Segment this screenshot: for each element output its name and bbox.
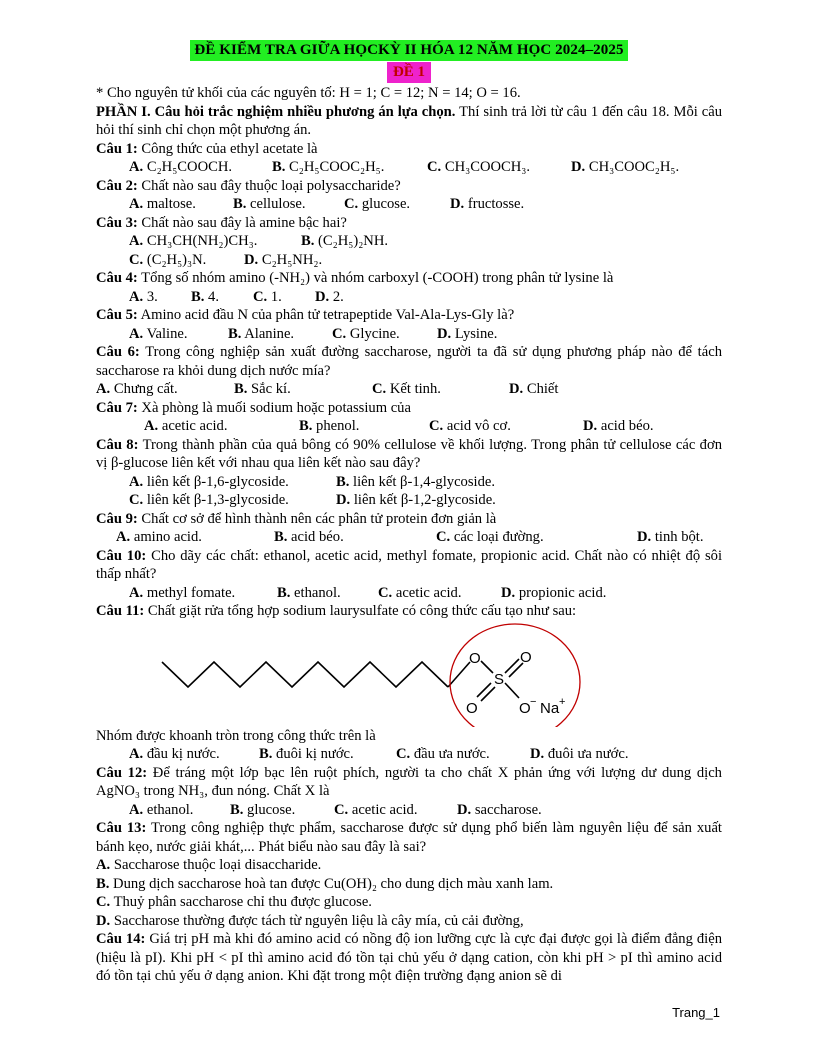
q13-option-d[interactable]: D. Saccharose thường được tách từ nguyên liệu là cây mía, củ cải đường,: [96, 912, 524, 929]
question-6: [96, 343, 722, 380]
question-label: Câu 7:: [96, 399, 138, 416]
question-3: [96, 214, 722, 233]
q3-options-row-2: [96, 251, 722, 270]
q11-option-c[interactable]: C. đầu ưa nước.: [396, 746, 490, 762]
question-text: Cho dãy các chất: ethanol, acetic acid, methyl fomate, propionic acid. Chất nào có nhiệt độ sôi thấp nhất?: [96, 547, 722, 582]
q3-option-d[interactable]: D. C₂H₅NH₂.: [244, 251, 323, 268]
charge-minus: −: [530, 695, 537, 708]
q9-option-c[interactable]: C. các loại đường.: [436, 529, 544, 545]
question-text: Chất nào sau đây là amine bậc hai?: [137, 214, 347, 231]
q1-options: [96, 158, 722, 177]
q4-option-c[interactable]: C. 1.: [253, 288, 282, 305]
q7-option-b[interactable]: B. phenol.: [299, 418, 360, 434]
section-1-instruction: Thí sinh trả lời từ câu 1 đến câu 18. Mỗi câu hỏi thí sinh chỉ chọn một phương án.: [96, 103, 722, 138]
q7-option-a[interactable]: A. acetic acid.: [144, 418, 228, 434]
question-label: Câu 14:: [96, 931, 146, 947]
q6-option-c[interactable]: C. Kết tinh.: [372, 381, 441, 397]
atom-na: Na: [540, 699, 560, 717]
q13-option-b[interactable]: B. Dung dịch saccharose hoà tan được Cu(OH)₂ cho dung dịch màu xanh lam.: [96, 875, 554, 892]
q10-options: [96, 584, 722, 603]
q8-options-row-1: [96, 473, 722, 492]
question-text: Trong thành phần của quả bông có 90% cellulose về khối lượng. Trong phân tử cellulose các đơn vị β-glucose liên kết với nhau qua liên kết nào sau đây?: [96, 436, 722, 471]
sodium-lauryl-sulfate-structure: [96, 621, 722, 727]
question-4: [96, 269, 722, 288]
question-text: Chất nào sau đây thuộc loại polysaccharide?: [137, 177, 401, 194]
q9-option-d[interactable]: D. tinh bột.: [637, 529, 704, 545]
q3-option-c[interactable]: C. (C₂H₅)₃N.: [129, 251, 207, 268]
atom-s: S: [494, 670, 505, 688]
question-label: Câu 4:: [96, 270, 138, 286]
question-10: [96, 547, 722, 584]
question-2: [96, 177, 722, 196]
q8-option-b[interactable]: B. liên kết β-1,4-glycoside.: [336, 473, 496, 490]
q10-option-b[interactable]: B. ethanol.: [277, 584, 341, 601]
q10-option-c[interactable]: C. acetic acid.: [378, 584, 462, 601]
q3-option-b[interactable]: B. (C₂H₅)₂NH.: [301, 233, 389, 249]
atom-o-minus: O: [519, 699, 531, 717]
q8-option-c[interactable]: C. liên kết β-1,3-glycoside.: [129, 492, 289, 508]
question-text: Để tráng một lớp bạc lên ruột phích, người ta cho chất X phản ứng với lượng dư dung dịch AgNO₃ trong NH₃, đun nóng. Chất X là: [96, 764, 722, 799]
q11-options: [96, 745, 722, 764]
q8-option-a[interactable]: A. liên kết β-1,6-glycoside.: [129, 473, 289, 490]
q9-option-a[interactable]: A. amino acid.: [116, 529, 202, 545]
q1-option-a[interactable]: A. C₂H₅COOCH.: [129, 159, 233, 175]
bond-s-o-bottom-1: [477, 683, 491, 697]
q12-option-c[interactable]: C. acetic acid.: [334, 801, 418, 818]
q4-option-b[interactable]: B. 4.: [191, 288, 219, 305]
question-12: [96, 764, 722, 801]
bond-s-o-bottom-2: [481, 687, 495, 701]
q5-option-c[interactable]: C. Glycine.: [332, 325, 400, 342]
q12-option-d[interactable]: D. saccharose.: [457, 801, 542, 818]
question-label: Câu 13:: [96, 820, 147, 836]
q13-option-c[interactable]: C. Thuỷ phân saccharose chỉ thu được glucose.: [96, 894, 372, 910]
question-label: Câu 2:: [96, 177, 138, 194]
question-7: [96, 399, 722, 418]
q7-option-c[interactable]: C. acid vô cơ.: [429, 418, 511, 434]
question-text: Chất cơ sở để hình thành nên các phân tử protein đơn giản là: [137, 510, 497, 527]
q12-options: [96, 801, 722, 820]
question-text: Chất giặt rửa tổng hợp sodium laurysulfate có công thức cấu tạo như sau:: [144, 603, 577, 619]
q11-follow-up: Nhóm được khoanh tròn trong công thức trên là: [96, 727, 376, 744]
atom-o-top: O: [520, 648, 532, 666]
question-1: [96, 140, 722, 159]
question-8: [96, 436, 722, 473]
q6-option-b[interactable]: B. Sắc kí.: [234, 381, 291, 397]
document-page: [96, 40, 722, 986]
q10-option-a[interactable]: A. methyl fomate.: [129, 584, 236, 601]
question-text: Trong công nghiệp thực phẩm, saccharose được sử dụng phổ biến làm nguyên liệu để sản xuất bánh kẹo, nước giải khát,... Phát biểu nào sau đây là sai?: [96, 820, 722, 855]
question-label: Câu 5:: [96, 307, 138, 323]
question-11: [96, 602, 722, 621]
charge-plus: +: [559, 695, 566, 708]
page-number: Trang_1: [672, 1005, 720, 1020]
atom-o-bottom: O: [466, 699, 478, 717]
q10-option-d[interactable]: D. propionic acid.: [501, 584, 607, 601]
q5-option-a[interactable]: A. Valine.: [129, 325, 188, 342]
question-label: Câu 11:: [96, 603, 145, 619]
bond-s-o-top-1: [505, 659, 519, 673]
q9-option-b[interactable]: B. acid béo.: [274, 529, 344, 545]
q2-option-b[interactable]: B. cellulose.: [233, 196, 306, 212]
atomic-masses-note: * Cho nguyên tử khối của các nguyên tố: H = 1; C = 12; N = 14; O = 16.: [96, 85, 521, 101]
question-9: [96, 510, 722, 529]
q5-options: [96, 325, 722, 344]
question-13: [96, 819, 722, 856]
q6-options: [96, 380, 722, 399]
q1-option-c[interactable]: C. CH₃COOCH₃.: [427, 159, 531, 175]
q11-option-a[interactable]: A. đầu kị nước.: [129, 746, 220, 762]
q1-option-b[interactable]: B. C₂H₅COOC₂H₅.: [272, 159, 385, 175]
q2-option-c[interactable]: C. glucose.: [344, 196, 411, 212]
question-text: Công thức của ethyl acetate là: [137, 140, 318, 157]
question-label: Câu 12:: [96, 764, 148, 781]
atom-o-ester: O: [469, 649, 481, 667]
q13-option-a[interactable]: A. Saccharose thuộc loại disaccharide.: [96, 857, 322, 873]
question-14: [96, 930, 722, 986]
question-label: Câu 10:: [96, 547, 147, 564]
question-label: Câu 9:: [96, 510, 138, 527]
question-text: Amino acid đầu N của phân tử tetrapeptide Val-Ala-Lys-Gly là?: [137, 307, 515, 323]
q4-option-d[interactable]: D. 2.: [315, 288, 344, 305]
question-label: Câu 1:: [96, 140, 138, 157]
q3-options-row-1: [96, 232, 722, 251]
q11-option-b[interactable]: B. đuôi kị nước.: [259, 746, 354, 762]
q12-option-a[interactable]: A. ethanol.: [129, 801, 194, 818]
q2-option-d[interactable]: D. fructosse.: [450, 196, 525, 212]
q6-option-a[interactable]: A. Chưng cất.: [96, 381, 178, 397]
bond-c-o: [448, 662, 470, 687]
bond-s-o-minus: [505, 683, 519, 698]
question-label: Câu 6:: [96, 344, 140, 360]
q8-options-row-2: [96, 491, 722, 510]
q2-option-a[interactable]: A. maltose.: [129, 196, 196, 212]
q3-option-a[interactable]: A. CH₃CH(NH₂)CH₃.: [129, 233, 258, 249]
section-1-intro: [96, 103, 722, 140]
q8-option-d[interactable]: D. liên kết β-1,2-glycoside.: [336, 492, 496, 508]
q9-options: [96, 528, 722, 547]
question-label: Câu 8:: [96, 436, 139, 453]
q7-options: [96, 417, 722, 436]
q11-option-d[interactable]: D. đuôi ưa nước.: [530, 746, 629, 762]
section-1-heading: PHẦN I. Câu hỏi trắc nghiệm nhiều phương án lựa chọn.: [96, 103, 456, 120]
question-label: Câu 3:: [96, 214, 138, 231]
question-text: Xà phòng là muối sodium hoặc potassium của: [137, 399, 411, 416]
bond-o-s: [481, 661, 493, 673]
question-text: Trong công nghiệp sản xuất đường saccharose, người ta đã sử dụng phương pháp nào để tách saccharose ra khỏi dung dịch nước mía?: [96, 344, 722, 379]
exam-code: ĐỀ 1: [387, 62, 431, 83]
q7-option-d[interactable]: D. acid béo.: [583, 418, 654, 434]
alkyl-chain: [162, 662, 448, 687]
structure-svg: [96, 621, 722, 727]
q5-option-b[interactable]: B. Alanine.: [228, 325, 295, 342]
q12-option-b[interactable]: B. glucose.: [230, 801, 296, 818]
q1-option-d[interactable]: D. CH₃COOC₂H₅.: [571, 159, 680, 175]
q4-option-a[interactable]: A. 3.: [129, 288, 158, 305]
q2-options: [96, 195, 722, 214]
question-5: [96, 306, 722, 325]
q6-option-d[interactable]: D. Chiết: [509, 381, 559, 397]
question-text: Giá trị pH mà khi đó amino acid có nồng độ ion lưỡng cực là cực đại được gọi là điểm đẳng điện (hiệu là pI). Khi pH < pI thì amino acid đó tồn tại chủ yếu ở dạng cation, còn khi pH > pI thì amino acid đó tồn tại chủ yếu ở dạng anion. Khi đặt trong một điện trường đạng anion sẽ di: [96, 931, 722, 984]
question-text: Tổng số nhóm amino (-NH₂) và nhóm carboxyl (-COOH) trong phân tử lysine là: [137, 270, 614, 286]
q4-options: [96, 288, 722, 307]
exam-title: ĐỀ KIỂM TRA GIỮA HỌCKỲ II HÓA 12 NĂM HỌC 2024–2025: [190, 40, 627, 61]
q5-option-d[interactable]: D. Lysine.: [437, 325, 498, 342]
